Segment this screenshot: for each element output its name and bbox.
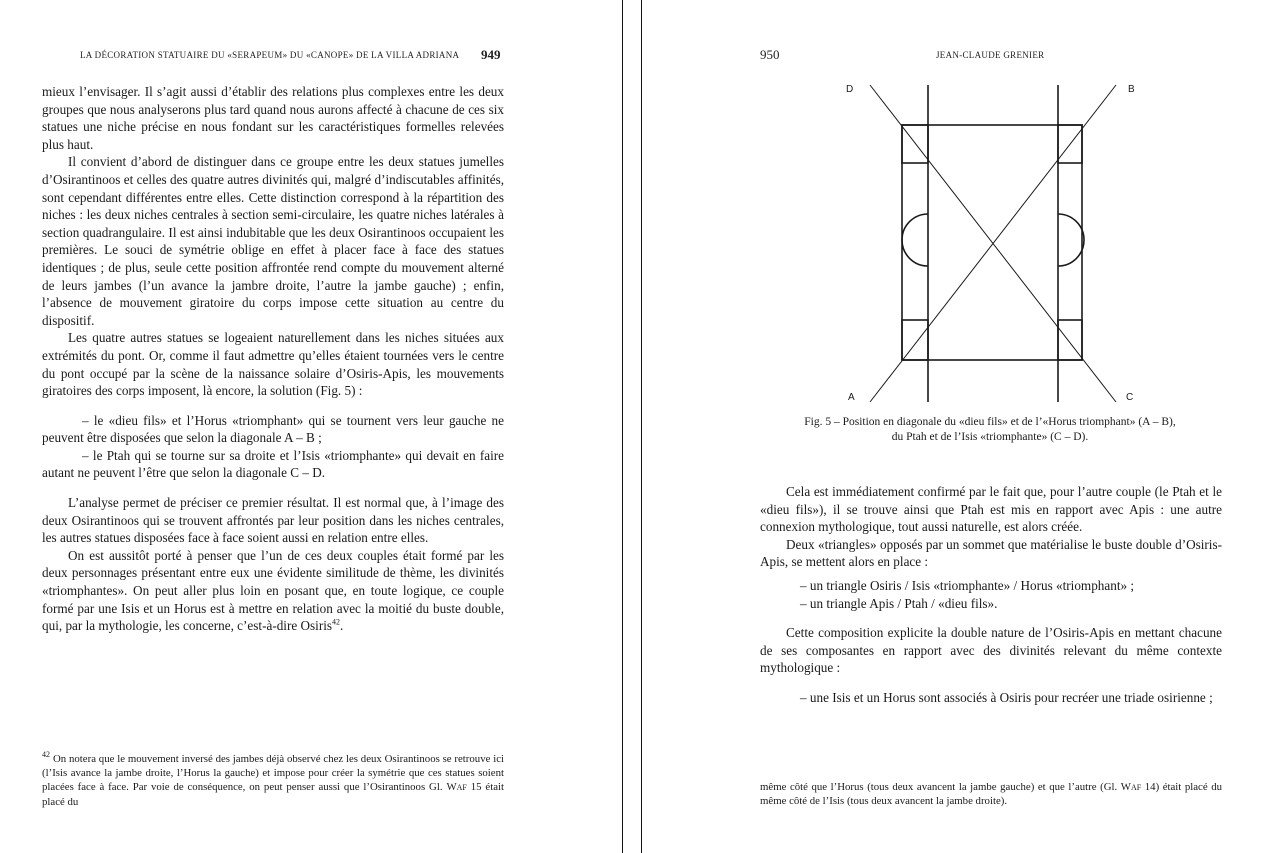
right-body-text bbox=[760, 483, 1222, 707]
right-paragraph-3: Cette composition explicite la double nature de l’Osiris-Apis en mettant chacune de ses composantes en rapport avec des divinités relevant du même contexte mythologique : bbox=[760, 625, 1222, 676]
left-paragraph-3: Les quatre autres statues se logeaient naturellement dans les niches situées aux extrémités du pont. Or, comme il faut admettre qu’elles étaient tournées vers le centre du pont occupé par la scène de la naissance solaire d’Osiris-Apis, les mouvements giratoires des corps imposent, là encore, la solution (Fig. 5) : bbox=[42, 330, 504, 399]
left-running-head: LA DÉCORATION STATUAIRE DU «SERAPEUM» DU «CANOPE» DE LA VILLA ADRIANA bbox=[80, 50, 460, 60]
right-running-head: JEAN-CLAUDE GRENIER bbox=[936, 50, 1045, 60]
caption-line-1: Fig. 5 – Position en diagonale du «dieu fils» et de l’«Horus triomphant» (A – B), bbox=[804, 416, 1176, 428]
niche-center-right bbox=[1058, 214, 1084, 266]
left-footnote-waf: Waf bbox=[446, 781, 467, 794]
left-paragraph-4: L’analyse permet de préciser ce premier résultat. Il est normal que, à l’image des deux Osirantinoos qui se trouvent affrontés par leur position dans les niches centrales, les autres statues disposées face à face soient aussi en relation entre elles. bbox=[42, 495, 504, 546]
label-b: B bbox=[1128, 84, 1135, 95]
left-footnote-tail: 15 était placé du bbox=[42, 781, 505, 808]
figure-caption bbox=[752, 415, 1228, 445]
figure-5-diagram bbox=[842, 80, 1142, 410]
left-page bbox=[0, 0, 622, 853]
gutter-line-left bbox=[622, 0, 623, 853]
right-page bbox=[642, 0, 1264, 853]
right-list-item-2: – un triangle Apis / Ptah / «dieu fils». bbox=[800, 595, 998, 611]
label-a: A bbox=[848, 392, 855, 403]
left-list-item-1: – le «dieu fils» et l’Horus «triomphant» qui se tournent vers leur gauche ne peuvent être disposées que selon la diagonale A – B ; bbox=[42, 412, 504, 446]
left-list-item-2: – le Ptah qui se tourne sur sa droite et l’Isis «triomphante» qui devait en faire autant ne peuvent l’être que selon la diagonale C – D. bbox=[42, 447, 504, 481]
right-list-item-3: – une Isis et un Horus sont associés à Osiris pour recréer une triade osirienne ; bbox=[800, 689, 1213, 705]
right-paragraph-2: Deux «triangles» opposés par un sommet que matérialise le buste double d’Osiris-Apis, se mettent alors en place : bbox=[760, 536, 1222, 570]
right-list-item-1: – un triangle Osiris / Isis «triomphante» / Horus «triomphant» ; bbox=[800, 577, 1135, 593]
caption-line-2: du Ptah et de l’Isis «triomphante» (C – D). bbox=[891, 431, 1089, 443]
left-paragraph-5: On est aussitôt porté à penser que l’un de ces deux couples était formé par les deux personnages présentant entre eux une évidente similitude de thème, les divinités «triomphantes». On peut aller plus loin en posant que, en toute logique, ce couple formé par une Isis et un Horus est à mettre en relation avec la moitié du buste double, qui, par la mythologie, les concerne, c’est-à-dire Osiris$^{42}$. bbox=[42, 547, 504, 634]
right-footnote-waf: Waf bbox=[1120, 781, 1142, 793]
footnote-number: 42 bbox=[42, 750, 50, 760]
footnote-reference-42[interactable]: 42 bbox=[332, 617, 341, 627]
left-page-number: 949 bbox=[481, 47, 501, 62]
right-paragraph-1: Cela est immédiatement confirmé par le fait que, pour l’autre couple (le Ptah et le «dieu fils»), il se trouve ainsi que Ptah est mis en rapport avec Apis : une autre connexion mythologique, tout aussi naturelle, est alors créée. bbox=[760, 484, 1222, 535]
label-d: D bbox=[846, 84, 854, 95]
label-c: C bbox=[1126, 392, 1134, 403]
right-footnote bbox=[760, 780, 1222, 808]
right-footnote-line-1: même côté que l’Horus (tous deux avancent la jambe gauche) et que l’autre (Gl. bbox=[760, 781, 1118, 793]
left-paragraph-1: mieux l’envisager. Il s’agit aussi d’établir des relations plus complexes entre les deux groupes que nous analyserons plus tard quand nous aurons affecté à chacune de ces six statues une niche précise en nous fondant sur les caractéristiques formelles relevées plus haut. bbox=[42, 84, 504, 152]
left-paragraph-2: Il convient d’abord de distinguer dans ce groupe entre les deux statues jumelles d’Osirantinoos et celles des quatre autres divinités qui, malgré d’indiscutables affinités, sont cependant différentes entre elles. Cette distinction correspond à la répartition des niches : les deux niches centrales à section semi-circulaire, les quatre niches latérales à section quadrangulaire. Il est ainsi indubitable que les deux Osirantinoos occupaient les premières. Le souci de symétrie oblige en effet à placer face à face des statues identiques ; de plus, seule cette position affrontée rend compte du mouvement alterné de leurs jambes (l’un avance la jambre droite, l’autre la jambe gauche) ; enfin, l’absence de mouvement giratoire du corps impose cette situation au centre du dispositif. bbox=[42, 154, 504, 328]
right-page-number: 950 bbox=[760, 47, 780, 62]
left-footnote bbox=[42, 752, 504, 809]
left-paragraph-5-text: On est aussitôt porté à penser que l’un de ces deux couples était formé par les deux personnages présentant entre eux une évidente similitude de thème, les divinités «triomphantes». On peut aller plus loin en posant que, en toute logique, ce couple formé par une Isis et un Horus est à mettre en relation avec la moitié du buste double, qui, par la mythologie, les concerne, c’est-à-dire Osiris bbox=[42, 547, 504, 634]
left-footnote-text: On notera que le mouvement inversé des jambes déjà observé chez les deux Osirantinoos se retrouve ici (l’Isis avance la jambe droite, l’Horus la gauche) et impose pour créer la symétrie que ces statues soient placées face à face. Par voie de conséquence, on peut penser aussi que l’Osirantinoos Gl. bbox=[42, 753, 504, 794]
right-footnote-line-2: 14) était placé du même côté de l’Isis (tous deux avancent la jambe droite). bbox=[760, 781, 1223, 808]
niche-bottom-left bbox=[902, 320, 928, 360]
niche-center-left bbox=[902, 214, 928, 266]
left-body-text bbox=[42, 83, 504, 635]
